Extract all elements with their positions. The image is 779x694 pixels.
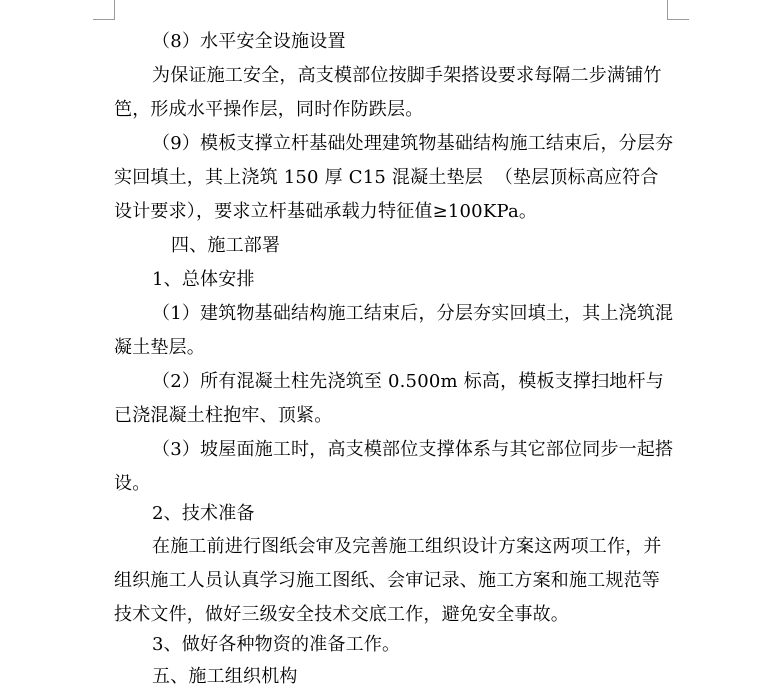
subsection-1-heading: 1、总体安排: [152, 269, 255, 290]
technical-preparation-body: 在施工前进行图纸会审及完善施工组织设计方案这两项工作，并组织施工人员认真学习施工图纸、会审记录、施工方案和施工规范等技术文件，做好三级安全技术交底工作，避免安全事故。: [114, 536, 662, 625]
arrangement-item-2: （2）所有混凝土柱先浇筑至 0.500m 标高，模板支撑扫地杆与已浇混凝土柱抱牢、顶紧。: [114, 371, 664, 426]
item-8-heading: （8）水平安全设施设置: [152, 31, 346, 52]
crop-mark-top-left-horizontal: [93, 19, 115, 20]
arrangement-item-3: （3）坡屋面施工时，高支模部位支撑体系与其它部位同步一起搭设。: [114, 439, 674, 494]
crop-mark-top-left-vertical: [114, 0, 115, 20]
item-9-body: （9）模板支撑立杆基础处理建筑物基础结构施工结束后，分层夯实回填土，其上浇筑 150 厚 C15 混凝土垫层 （垫层顶标高应符合设计要求），要求立杆基础承载力特征值≥100KPa。: [114, 133, 674, 222]
subsection-3-heading: 3、做好各种物资的准备工作。: [152, 634, 401, 655]
crop-mark-top-right-horizontal: [667, 19, 689, 20]
subsection-2-heading: 2、技术准备: [152, 503, 255, 524]
item-8-body: 为保证施工安全，高支模部位按脚手架搭设要求每隔二步满铺竹笆，形成水平操作层，同时作防跌层。: [114, 65, 662, 120]
crop-mark-top-right-vertical: [667, 0, 668, 20]
section-4-heading: 四、施工部署: [171, 235, 281, 256]
section-5-heading: 五、施工组织机构: [152, 666, 298, 687]
arrangement-item-1: （1）建筑物基础结构施工结束后，分层夯实回填土，其上浇筑混凝土垫层。: [114, 303, 674, 358]
